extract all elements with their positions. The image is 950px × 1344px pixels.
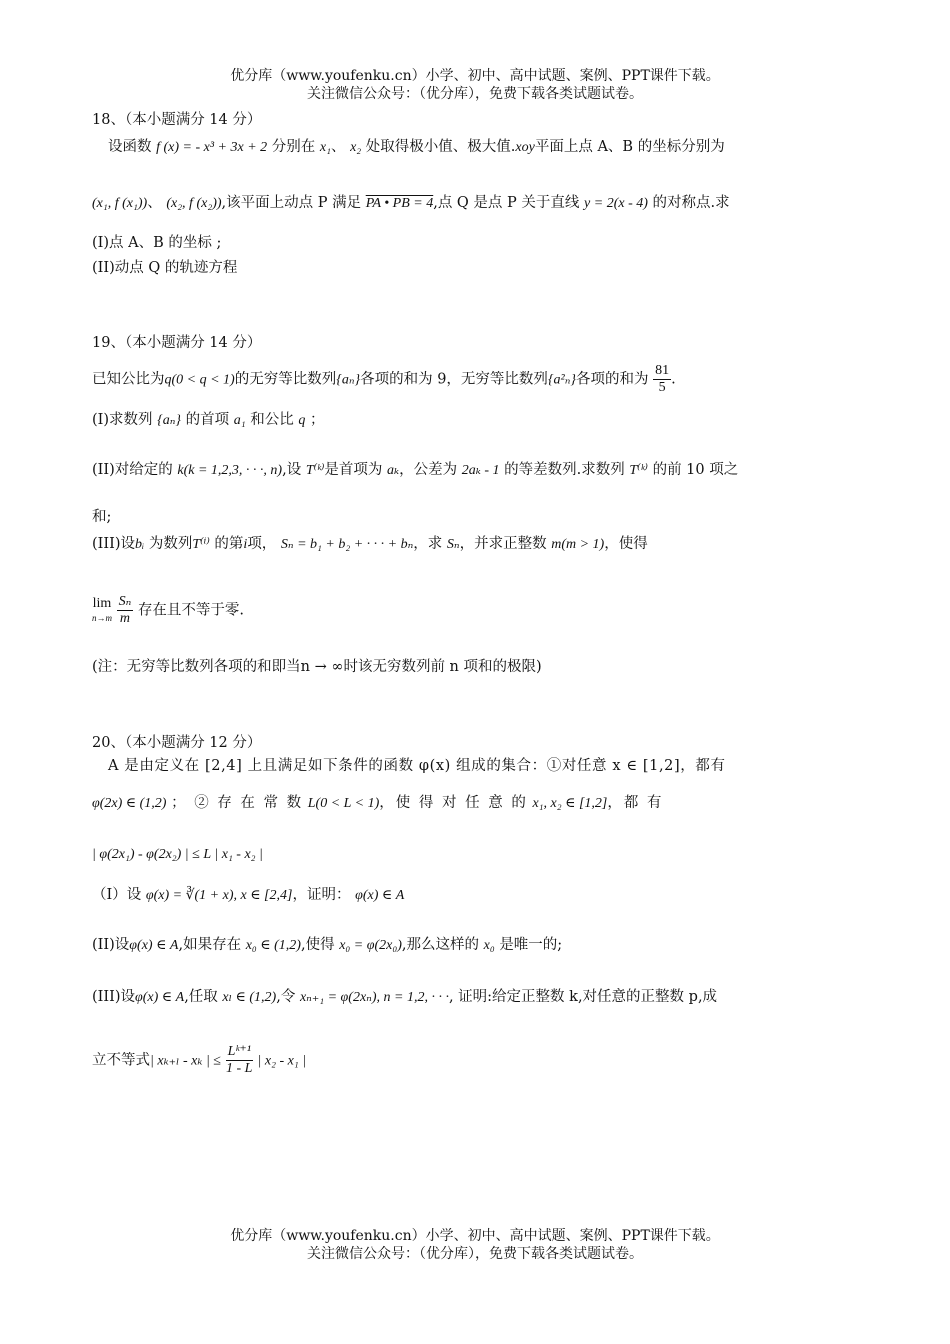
q20-title: 20、（本小题满分 12 分）	[92, 735, 262, 751]
q18-text: 处取得极小值、极大值.	[365, 139, 516, 155]
q19-k: k(k = 1,2,3, · · ·, n)	[177, 463, 283, 478]
q20-text: ,任取	[184, 989, 218, 1005]
q20-text: ，证明：	[292, 887, 351, 903]
q19-part-2	[92, 460, 738, 481]
q19-text: ，求	[413, 536, 443, 552]
q19-q: q(0 < q < 1)	[164, 372, 235, 388]
q19-i: i	[243, 537, 248, 552]
q19-text: (I)求数列	[92, 412, 153, 428]
q20-text: ,使得	[300, 937, 335, 953]
q18-point-a: (x₁, f (x₁))	[92, 196, 148, 211]
q19-q: q	[298, 413, 306, 428]
q19-period: .	[671, 371, 676, 388]
q20-text: ； ② 存 在 常 数	[171, 795, 304, 811]
q20-inequality	[92, 1044, 306, 1077]
header-line-2: 关注微信公众号：（优分库），免费下载各类试题试卷。	[307, 86, 643, 102]
q20-part-2	[92, 935, 562, 956]
q20-x1x2: x₁, x₂ ∈ [1,2]	[532, 796, 608, 811]
footer-line-2: 关注微信公众号：（优分库），免费下载各类试题试卷。	[307, 1246, 643, 1262]
q19-text: ，公差为	[399, 462, 458, 478]
q18-text: 分别在	[271, 139, 316, 155]
q20-text: ,如果存在	[178, 937, 242, 953]
q19-title: 19、（本小题满分 14 分）	[92, 335, 262, 351]
q20-phi-def: φ(x) = ∛(1 + x), x ∈ [2,4]	[145, 888, 293, 903]
q19-limit-line	[92, 594, 244, 627]
q19-lim-denominator: m	[119, 611, 131, 626]
q20-lipschitz: | φ(2x₁) - φ(2x₂) | ≤ L | x₁ - x₂ |	[92, 847, 263, 862]
q20-text: ,那么这样的	[401, 937, 479, 953]
q20-fixed-point: x₀ = φ(2x₀)	[339, 938, 402, 953]
q19-T: T⁽ᵏ⁾	[629, 463, 648, 478]
q18-x2: x₂	[350, 140, 362, 155]
q20-fraction-numerator: Lᵏ⁺¹	[227, 1044, 251, 1059]
q20-part-3	[92, 987, 717, 1008]
q19-part-2-cont: 和;	[92, 509, 112, 525]
q20-text: 证明:给定正整数 k,对任意的正整数 p,成	[458, 989, 718, 1005]
q19-text: 的等差数列.求数列	[504, 462, 625, 478]
q19-lim-sub: n→m	[92, 612, 112, 623]
q20-recurrence: xₙ₊₁ = φ(2xₙ), n = 1,2, · · ·	[299, 990, 449, 1005]
q18-dot-product: PA • PB = 4	[365, 196, 434, 211]
q19-an: {aₙ}	[336, 372, 361, 388]
q19-text: 是首项为	[324, 462, 383, 478]
q20-phi-in-A: φ(x) ∈ A	[129, 938, 179, 953]
q20-phi-in-A: φ(x) ∈ A	[135, 990, 185, 1005]
q18-text: 设函数	[108, 139, 152, 155]
q20-text: ，使 得 对 任 意 的	[379, 795, 528, 811]
q19-text: 的首项	[185, 412, 230, 428]
q20-text: (III)设	[92, 989, 135, 1005]
q19-text: ，并求正整数	[459, 536, 547, 552]
q19-text: 存在且不等于零.	[137, 602, 245, 619]
q18-xoy: xoy	[515, 140, 535, 155]
q18-point-b: (x₂, f (x₂))	[166, 196, 222, 211]
q18-text: ,该平面上动点 P 满足	[221, 195, 362, 211]
q19-lim-word: lim	[92, 595, 112, 611]
q19-text: (II)对给定的	[92, 462, 173, 478]
q19-sn: Sₙ	[446, 537, 460, 552]
q20-phi-in-A: φ(x) ∈ A	[355, 888, 405, 903]
q19-bi: bᵢ	[135, 537, 145, 552]
q19-limit	[92, 597, 112, 625]
q20-x0: x₀	[483, 938, 495, 953]
q20-L: L(0 < L < 1)	[307, 796, 380, 811]
q19-sn: Sₙ = b₁ + b₂ + · · · + bₙ	[280, 537, 414, 552]
q18-text: 平面上点 A、B 的坐标分别为	[534, 139, 725, 155]
q19-part-3	[92, 534, 648, 555]
q18-part-1: (I)点 A、B 的坐标 ;	[92, 235, 222, 251]
q19-text: 各项的和为	[576, 371, 649, 388]
q18-line2	[92, 193, 730, 214]
q20-condition-1: φ(2x) ∈ (1,2)	[92, 796, 167, 811]
q19-fraction-numerator: 81	[655, 363, 670, 378]
q19-limit-fraction	[117, 594, 134, 627]
q20-fraction	[226, 1044, 253, 1077]
q19-text: ；	[309, 412, 325, 428]
q19-m: m(m > 1)	[551, 537, 605, 552]
q19-a1: a₁	[233, 413, 246, 428]
q20-xl: xₗ ∈ (1,2)	[222, 990, 277, 1005]
q19-text: 项，	[247, 536, 277, 552]
q19-lim-numerator: Sₙ	[118, 594, 132, 609]
q19-text: 的前 10 项之	[652, 462, 739, 478]
q19-text: 的无穷等比数列	[234, 371, 337, 388]
q18-line1	[108, 137, 725, 158]
q19-text: 的第	[214, 536, 244, 552]
q20-text: （Ⅰ）设	[92, 887, 142, 903]
q18-text: ,点 Q 是点 P 关于直线	[433, 195, 580, 211]
q18-sep: 、	[330, 139, 346, 155]
q18-x1: x₁	[319, 140, 331, 155]
q19-note: (注：无穷等比数列各项的和即当n → ∞时该无穷数列前 n 项和的极限)	[92, 659, 542, 675]
q20-text: 立不等式	[92, 1052, 150, 1069]
header-line-1: 优分库（www.youfenku.cn）小学、初中、高中试题、案例、PPT课件下载。	[230, 68, 720, 84]
q19-fraction-denominator: 5	[658, 380, 666, 395]
q19-text: 已知公比为	[92, 371, 165, 388]
q19-fraction	[653, 363, 671, 396]
q19-ak: aₖ	[387, 463, 400, 478]
footer-line-1: 优分库（www.youfenku.cn）小学、初中、高中试题、案例、PPT课件下载。	[230, 1228, 720, 1244]
q19-T: T⁽ⁱ⁾	[192, 537, 210, 552]
q19-text: 和公比	[250, 412, 294, 428]
q19-an: {aₙ}	[157, 413, 182, 428]
q18-function: f (x) = - x³ + 3x + 2	[156, 140, 268, 155]
q20-ineq-right: | x₂ - x₁ |	[257, 1053, 307, 1069]
q20-line2	[92, 793, 663, 814]
q20-part-1	[92, 885, 404, 906]
q20-line1: A 是由定义在 [2,4] 上且满足如下条件的函数 φ(x) 组成的集合：①对任意 x ∈ [1,2]，都有	[108, 758, 726, 774]
q18-part-2: (II)动点 Q 的轨迹方程	[92, 260, 238, 276]
q18-line-eq: y = 2(x - 4)	[584, 196, 648, 211]
q20-ineq-left: | xₖ₊ₗ - xₖ | ≤	[150, 1053, 221, 1069]
q19-line1	[92, 363, 676, 396]
q20-text: ，都 有	[607, 795, 664, 811]
q20-text: ,	[448, 989, 454, 1005]
q19-difference: 2aₖ - 1	[461, 463, 500, 478]
q20-x0: x₀ ∈ (1,2)	[245, 938, 301, 953]
q18-text: 的对称点.求	[652, 195, 730, 211]
q19-text: 为数列	[148, 536, 193, 552]
q19-text: ，使得	[604, 536, 648, 552]
q20-fraction-denominator: 1 - L	[226, 1061, 253, 1076]
q20-text: (II)设	[92, 937, 130, 953]
q19-text: 各项的和为 9，无穷等比数列	[360, 371, 548, 388]
q18-sep: 、	[147, 195, 162, 211]
q19-T: T⁽ᵏ⁾	[305, 463, 325, 478]
q19-text: (III)设	[92, 536, 135, 552]
q18-title: 18、（本小题满分 14 分）	[92, 112, 262, 128]
q20-text: ,令	[276, 989, 296, 1005]
q20-text: 是唯一的;	[499, 937, 563, 953]
q19-a2n: {a²ₙ}	[547, 372, 577, 388]
q19-text: ,设	[282, 462, 302, 478]
q19-part-1	[92, 410, 324, 431]
